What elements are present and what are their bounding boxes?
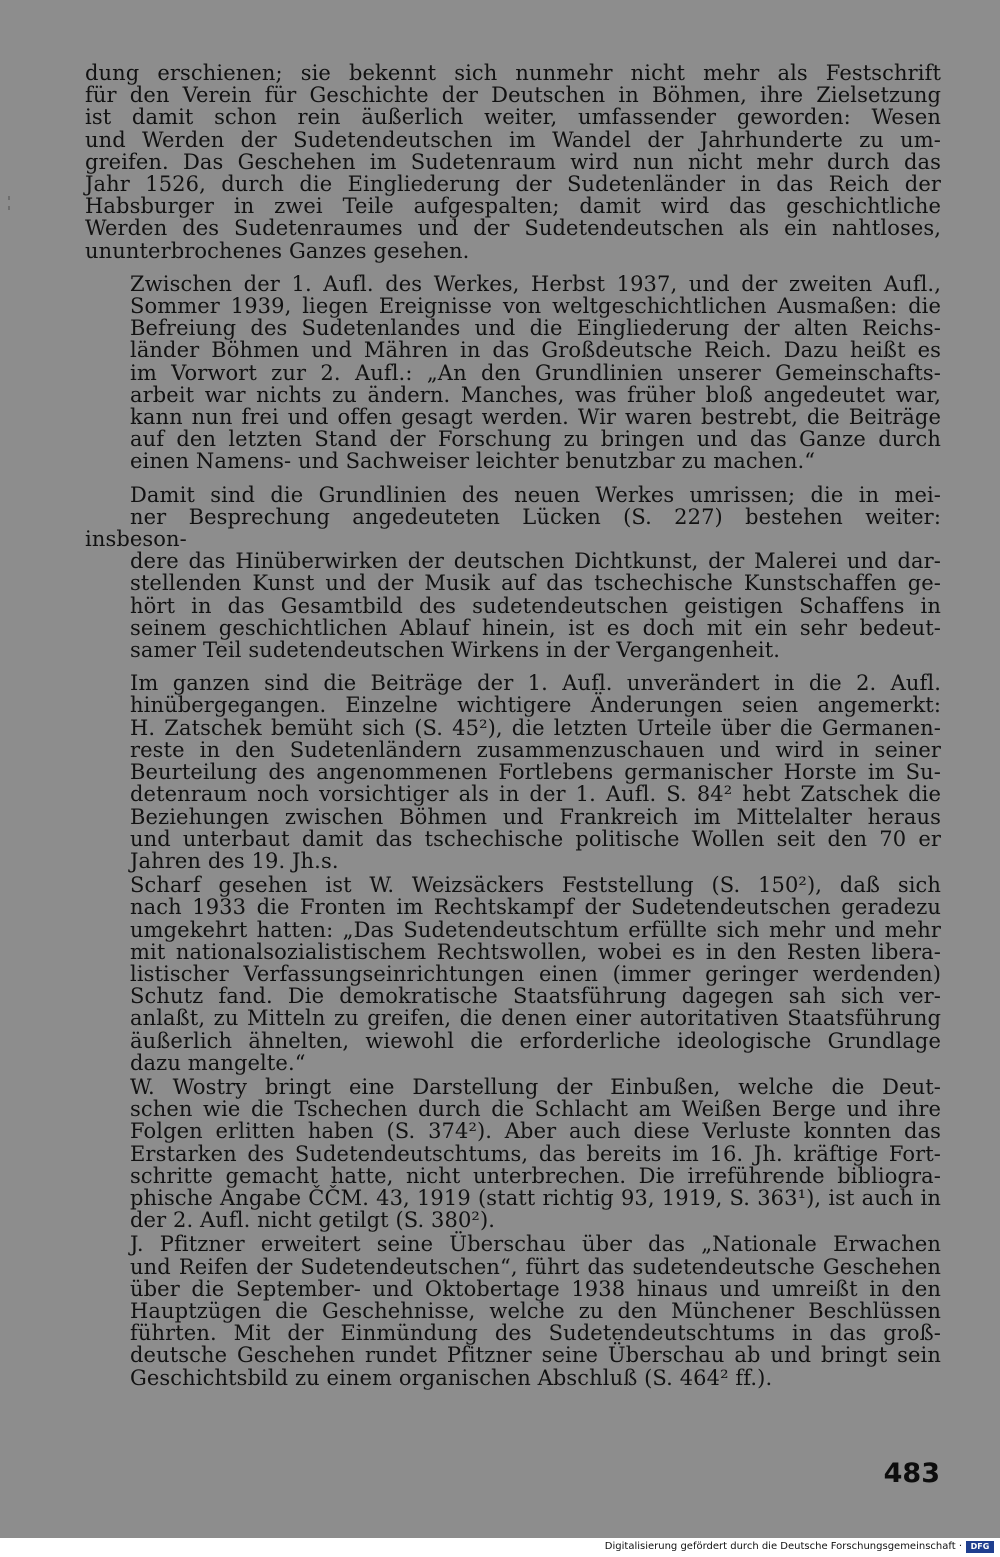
text-line: Scharf gesehen ist W. Weizsäckers Feststellung (S. 150²), daß sich — [130, 873, 941, 898]
text-line: dere das Hinüberwirken der deutschen Dichtkunst, der Malerei und dar- — [130, 549, 941, 574]
text-line: Werden des Sudetenraumes und der Sudetendeutschen als ein nahtloses, — [85, 216, 941, 241]
paragraph — [85, 62, 941, 262]
text-line: Sommer 1939, liegen Ereignisse von weltgeschichtlichen Ausmaßen: die — [130, 294, 941, 319]
text-line: der 2. Aufl. nicht getilgt (S. 380²). — [130, 1208, 496, 1233]
text-line: dazu mangelte.“ — [130, 1050, 306, 1075]
paragraph — [85, 672, 941, 872]
text-line: Befreiung des Sudetenlandes und die Eingliederung der alten Reichs- — [130, 316, 941, 341]
text-line: Zwischen der 1. Aufl. des Werkes, Herbst 1937, und der zweiten Aufl., — [130, 271, 941, 296]
text-line: Hauptzügen die Geschehnisse, welche zu den Münchener Beschlüssen — [130, 1298, 941, 1323]
text-line: Schutz fand. Die demokratische Staatsführung dagegen sah sich ver- — [130, 984, 941, 1009]
paragraph — [85, 1233, 941, 1388]
paragraph — [85, 874, 941, 1074]
text-line: äußerlich ähnelten, wiewohl die erforderliche ideologische Grundlage — [130, 1028, 941, 1053]
text-line: und Reifen der Sudetendeutschen“, führt das sudetendeutsche Geschehen — [130, 1254, 941, 1279]
footer-bar — [0, 1538, 1000, 1557]
text-line: ist damit schon rein äußerlich weiter, umfassender geworden: Wesen — [85, 105, 941, 130]
body-text — [85, 62, 941, 1389]
text-line: Erstarken des Sudetendeutschtums, das bereits im 16. Jh. kräftige Fort- — [130, 1141, 941, 1166]
text-line: Folgen erlitten haben (S. 374²). Aber auch diese Verluste konnten das — [130, 1119, 941, 1144]
text-line: ner Besprechung angedeuteten Lücken (S. 227) bestehen weiter: insbeson- — [85, 504, 941, 552]
text-line: Habsburger in zwei Teile aufgespalten; damit wird das geschichtliche — [85, 194, 941, 219]
text-line: kann nun frei und offen gesagt werden. Wir waren bestrebt, die Beiträge — [130, 405, 941, 430]
text-line: samer Teil sudetendeutschen Wirkens in der Vergangenheit. — [130, 638, 781, 663]
text-line: W. Wostry bringt eine Darstellung der Einbußen, welche die Deut- — [130, 1074, 941, 1099]
text-line: führten. Mit der Einmündung des Sudetendeutschtums in das groß- — [130, 1321, 941, 1346]
paragraph — [85, 1076, 941, 1231]
text-line: Jahren des 19. Jh.s. — [130, 848, 339, 873]
text-line: einen Namens- und Sachweiser leichter benutzbar zu machen.“ — [130, 449, 816, 474]
text-line: anlaßt, zu Mitteln zu greifen, die denen einer autoritativen Staatsführung — [130, 1006, 941, 1031]
text-line: Geschichtsbild zu einem organischen Abschluß (S. 464² ff.). — [130, 1365, 773, 1390]
text-line: Beziehungen zwischen Böhmen und Frankreich im Mittelalter heraus — [130, 804, 941, 829]
text-line: nach 1933 die Fronten im Rechtskampf der Sudetendeutschen geradezu — [130, 895, 941, 920]
text-line: detenraum noch vorsichtiger als in der 1. Aufl. S. 84² hebt Zatschek die — [130, 782, 941, 807]
text-line: J. Pfitzner erweitert seine Überschau über das „Nationale Erwachen — [130, 1232, 941, 1257]
text-line: ununterbrochenes Ganzes gesehen. — [85, 238, 470, 263]
text-line: im Vorwort zur 2. Aufl.: „An den Grundlinien unserer Gemeinschafts- — [130, 360, 941, 385]
margin-mark — [8, 196, 10, 200]
text-line: über die September- und Oktobertage 1938 hinaus und umreißt in den — [130, 1276, 941, 1301]
text-line: seinem geschichtlichen Ablauf hinein, ist es doch mit ein sehr bedeut- — [130, 615, 941, 640]
text-line: schritte gemacht hatte, nicht unterbrechen. Die irreführende bibliogra- — [130, 1163, 941, 1188]
text-line: stellenden Kunst und der Musik auf das tschechische Kunstschaffen ge- — [130, 571, 941, 596]
footer-credit: Digitalisierung gefördert durch die Deutsche Forschungsgemeinschaft · — [604, 1541, 962, 1552]
text-line: Beurteilung des angenommenen Fortlebens germanischer Horste im Su- — [130, 760, 941, 785]
text-line: und unterbaut damit das tschechische politische Wollen seit den 70 er — [130, 826, 941, 851]
dfg-logo-icon: DFG — [966, 1541, 994, 1553]
text-line: H. Zatschek bemüht sich (S. 45²), die letzten Urteile über die Germanen- — [130, 715, 941, 740]
text-line: Im ganzen sind die Beiträge der 1. Aufl. unverändert in die 2. Aufl. — [130, 671, 941, 696]
text-line: dung erschienen; sie bekennt sich nunmehr nicht mehr als Festschrift — [85, 61, 941, 85]
paragraph — [85, 484, 941, 662]
paragraph — [85, 273, 941, 473]
text-line: Damit sind die Grundlinien des neuen Werkes umrissen; die in mei- — [130, 482, 941, 507]
text-line: Jahr 1526, durch die Eingliederung der Sudetenländer in das Reich der — [85, 172, 941, 197]
text-line: für den Verein für Geschichte der Deutschen in Böhmen, ihre Zielsetzung — [85, 83, 941, 108]
text-line: auf den letzten Stand der Forschung zu bringen und das Ganze durch — [130, 427, 941, 452]
text-line: länder Böhmen und Mähren in das Großdeutsche Reich. Dazu heißt es — [130, 338, 941, 363]
page-number: 483 — [883, 1458, 940, 1489]
margin-mark — [8, 206, 10, 210]
text-line: reste in den Sudetenländern zusammenzuschauen und wird in seiner — [130, 737, 941, 762]
text-line: hört in das Gesamtbild des sudetendeutschen geistigen Schaffens in — [130, 593, 941, 618]
text-line: phische Angabe ČČM. 43, 1919 (statt richtig 93, 1919, S. 363¹), ist auch in — [130, 1185, 941, 1210]
text-line: hinübergegangen. Einzelne wichtigere Änderungen seien angemerkt: — [130, 693, 941, 718]
text-line: schen wie die Tschechen durch die Schlacht am Weißen Berge und ihre — [130, 1097, 941, 1122]
text-line: umgekehrt hatten: „Das Sudetendeutschtum erfüllte sich mehr und mehr — [130, 917, 941, 942]
text-line: und Werden der Sudetendeutschen im Wandel der Jahrhunderte zu um- — [85, 127, 941, 152]
text-line: arbeit war nichts zu ändern. Manches, was früher bloß angedeutet war, — [130, 382, 941, 407]
text-line: listischer Verfassungseinrichtungen einen (immer geringer werdenden) — [130, 961, 941, 986]
text-line: greifen. Das Geschehen im Sudetenraum wird nun nicht mehr durch das — [85, 149, 941, 174]
text-line: deutsche Geschehen rundet Pfitzner seine Überschau ab und bringt sein — [130, 1343, 941, 1368]
text-line: mit nationalsozialistischem Rechtswollen, wobei es in den Resten libera- — [130, 939, 941, 964]
